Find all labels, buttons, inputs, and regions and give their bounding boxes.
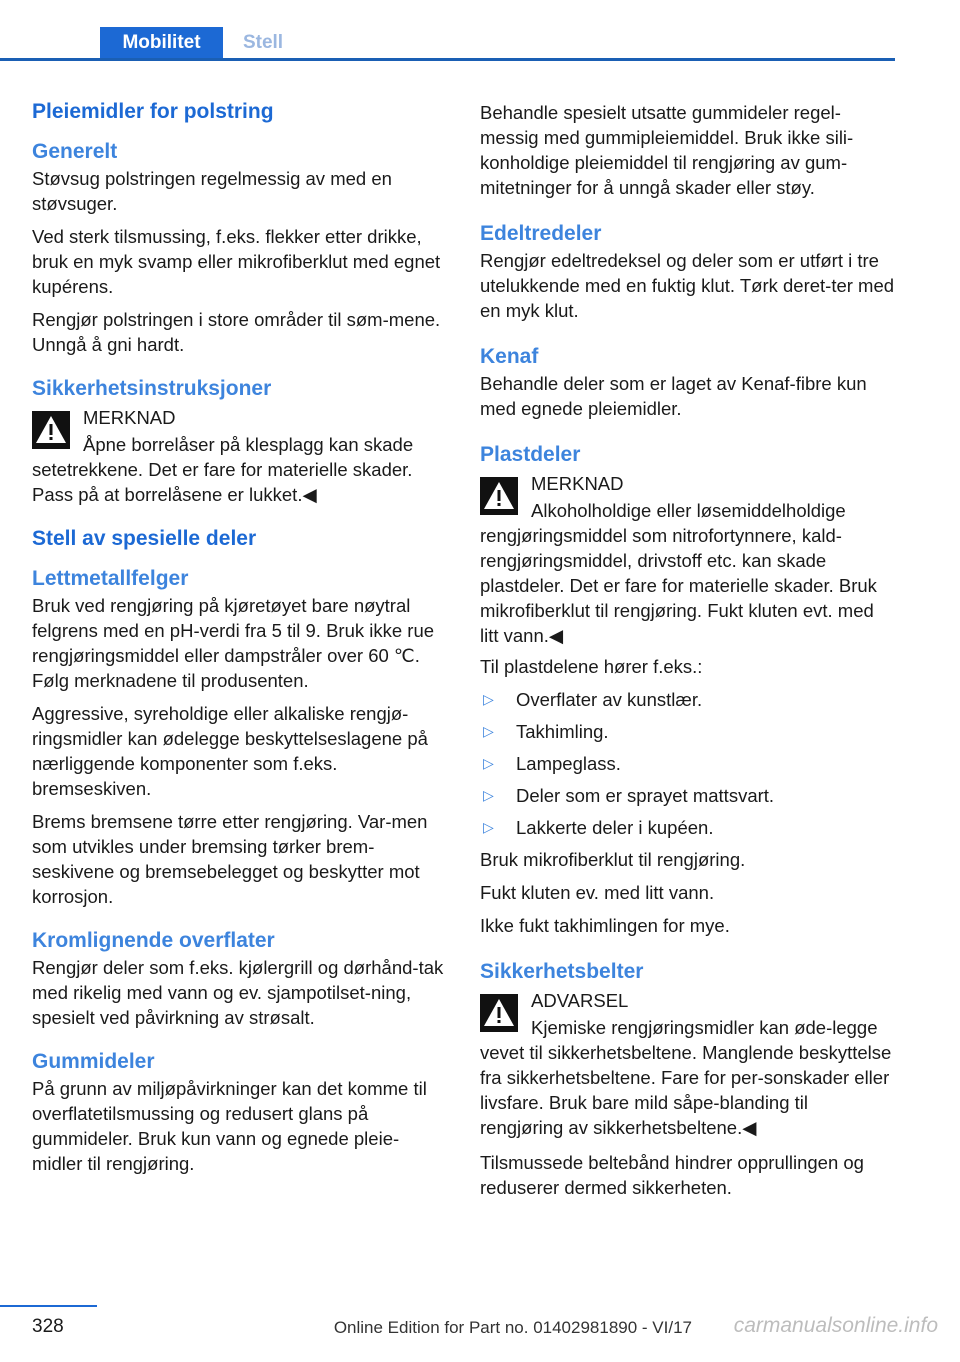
- list-item: ▷ Takhimling.: [480, 719, 895, 744]
- warning-body: Alkoholholdige eller løsemiddelholdige rengjøringsmiddel som nitrofortynnere, kald-rengjøringsmiddel, drivstoff etc. kan skade plastdeler. Det er fare for materielle skader. Bruk mikrofiberklut til rengjøring. Fukt kluten evt. med litt vann.◀: [480, 500, 877, 646]
- heading-kenaf: Kenaf: [480, 345, 539, 368]
- heading-gummideler: Gummideler: [32, 1050, 155, 1073]
- heading-sikkerhetsbelter: Sikkerhetsbelter: [480, 960, 644, 983]
- paragraph: Behandle deler som er laget av Kenaf-fibre kun med egnede pleiemidler.: [480, 373, 867, 419]
- page-number: 328: [32, 1316, 64, 1337]
- paragraph: Ikke fukt takhimlingen for mye.: [480, 915, 730, 936]
- paragraph: Aggressive, syreholdige eller alkaliske rengjø-ringsmidler kan ødelegge beskyttelseslagene på nærliggende komponenter som f.eks. bremseskiven.: [32, 703, 428, 799]
- warning-title: ADVARSEL: [531, 990, 629, 1011]
- paragraph: Brems bremsene tørre etter rengjøring. Var-men som utvikles under bremsing tørker brem-seskivene og bremsebelegget og beskytter mot korrosjon.: [32, 811, 428, 907]
- warning-box: [32, 405, 447, 507]
- list-item: ▷ Deler som er sprayet mattsvart.: [480, 783, 895, 808]
- paragraph: Behandle spesielt utsatte gummideler regel-messig med gummipleiemiddel. Bruk ikke sili-konholdige pleiemiddel til rengjøring av gum-mitetninger for å unngå skader eller støy.: [480, 102, 854, 198]
- watermark: carmanualsonline.info: [733, 1314, 938, 1337]
- plast-list: [480, 687, 895, 840]
- warning-body: Kjemiske rengjøringsmidler kan øde-legge vevet til sikkerhetsbeltene. Manglende beskyttelse fra sikkerhetsbeltene. Fare for per-sonskader eller livsfare. Bruk bare mild såpe-blanding til rengjøring av sikkerhetsbeltene.◀: [480, 1017, 892, 1138]
- paragraph: Fukt kluten ev. med litt vann.: [480, 882, 715, 903]
- heading-generelt: Generelt: [32, 140, 118, 163]
- paragraph: Bruk mikrofiberklut til rengjøring.: [480, 849, 746, 870]
- heading-lettmetallfelger: Lettmetallfelger: [32, 567, 189, 590]
- heading-edeltredeler: Edeltredeler: [480, 222, 602, 245]
- paragraph: Ved sterk tilsmussing, f.eks. flekker etter drikke, bruk en myk svamp eller mikrofiberklut med egnet kupérens.: [32, 226, 441, 297]
- list-item: ▷ Lakkerte deler i kupéen.: [480, 815, 895, 840]
- paragraph: Til plastdelene hører f.eks.:: [480, 656, 703, 677]
- tab-bar: [0, 27, 895, 61]
- paragraph: Støvsug polstringen regelmessig av med en støvsuger.: [32, 168, 392, 214]
- warning-icon: [480, 994, 518, 1032]
- right-column: [480, 100, 895, 1208]
- warning-box: [480, 988, 895, 1140]
- heading-sikkerhetsinstruksjoner: Sikkerhetsinstruksjoner: [32, 377, 272, 400]
- list-marker-icon: ▷: [483, 691, 494, 707]
- heading-polstring: Pleiemidler for polstring: [32, 100, 274, 123]
- tab-mobilitet[interactable]: Mobilitet: [100, 27, 223, 58]
- heading-kromlignende: Kromlignende overflater: [32, 929, 275, 952]
- warning-icon: [32, 411, 70, 449]
- warning-icon: [480, 477, 518, 515]
- left-column: [32, 98, 447, 1184]
- paragraph: Rengjør edeltredeksel og deler som er utført i tre utelukkende med en fuktig klut. Tørk deret-ter med en myk klut.: [480, 250, 895, 321]
- warning-title: MERKNAD: [531, 473, 624, 494]
- heading-stell: Stell av spesielle deler: [32, 527, 257, 550]
- list-item: ▷ Overflater av kunstlær.: [480, 687, 895, 712]
- list-marker-icon: ▷: [483, 755, 494, 771]
- edition-note: Online Edition for Part no. 01402981890 - VI/17: [333, 1318, 692, 1337]
- paragraph: Rengjør deler som f.eks. kjølergrill og dørhånd-tak med rikelig med vann og ev. sjampotilset-ning, spesielt ved påvirkning av strøsalt.: [32, 957, 444, 1028]
- paragraph: Tilsmussede beltebånd hindrer opprullingen og reduserer dermed sikkerheten.: [480, 1152, 864, 1198]
- list-marker-icon: ▷: [483, 723, 494, 739]
- paragraph: På grunn av miljøpåvirkninger kan det komme til overflatetilsmussing og redusert glans på gummideler. Bruk kun vann og egnede pleie-midler til rengjøring.: [32, 1078, 427, 1174]
- footer-rule: [0, 1305, 97, 1307]
- list-marker-icon: ▷: [483, 819, 494, 835]
- tab-stell[interactable]: Stell: [242, 31, 284, 53]
- list-marker-icon: ▷: [483, 787, 494, 803]
- paragraph: Bruk ved rengjøring på kjøretøyet bare nøytral felgrens med en pH-verdi fra 5 til 9. Bruk ikke rue rengjøringsmiddel eller dampstråler over 60 ℃. Følg merknadene til produsenten.: [32, 595, 435, 691]
- heading-plastdeler: Plastdeler: [480, 443, 581, 466]
- warning-body: Åpne borrelåser på klesplagg kan skade setetrekkene. Det er fare for materielle skader. Pass på at borrelåsene er lukket.◀: [32, 434, 414, 505]
- tab-underline: [0, 58, 895, 61]
- list-item: ▷ Lampeglass.: [480, 751, 895, 776]
- warning-box: [480, 471, 895, 648]
- warning-title: MERKNAD: [83, 407, 176, 428]
- paragraph: Rengjør polstringen i store områder til søm-mene. Unngå å gni hardt.: [32, 309, 441, 355]
